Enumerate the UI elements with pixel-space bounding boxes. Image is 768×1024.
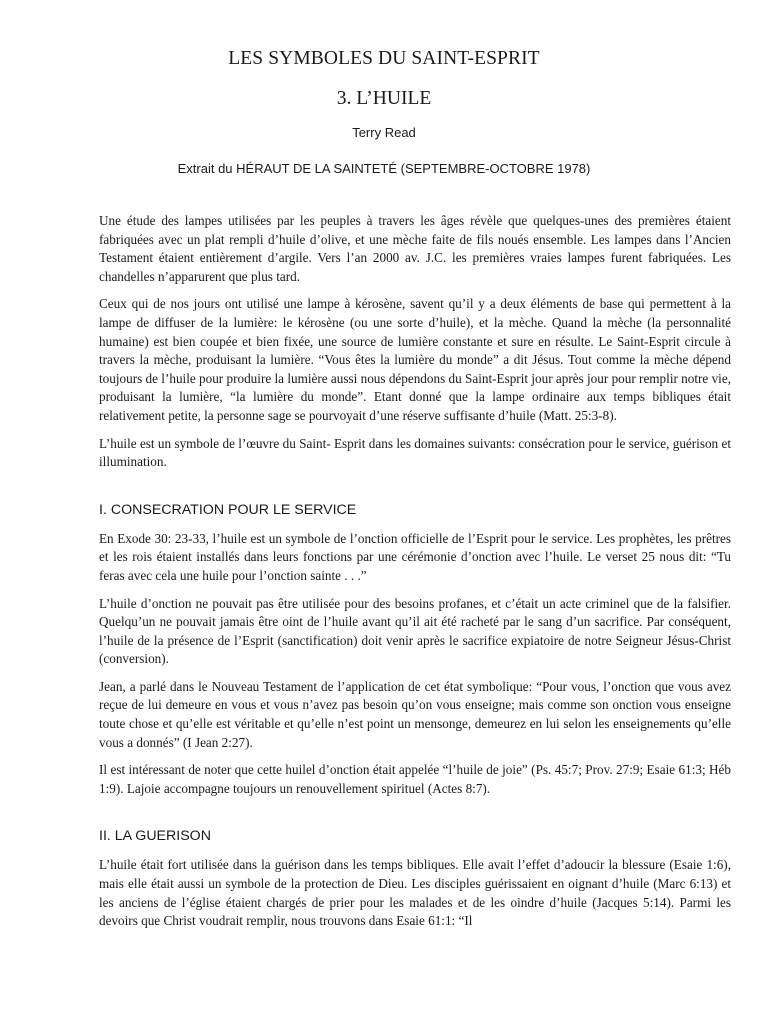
source-line: Extrait du HÉRAUT DE LA SAINTETÉ (SEPTEMBRE-OCTOBRE 1978) [177,161,591,176]
intro-paragraph-3: L’huile est un symbole de l’œuvre du Saint- Esprit dans les domaines suivants: consécration pour le service, guérison et illumination. [99,435,731,470]
section1-paragraph-1: En Exode 30: 23-33, l’huile est un symbole de l’onction officielle de l’Esprit pour le service. Les prophètes, les prêtres et les rois étaient installés dans leurs fonctions par une cérémonie d’onction avec l’huile. Le verset 25 nous dit: “Tu feras avec cela une huile pour l’onction sainte . . .” [99,530,731,583]
section1-paragraph-2: L’huile d’onction ne pouvait pas être utilisée pour des besoins profanes, et c’était un acte criminel que de la falsifier. Quelqu’un ne pouvait jamais être oint de l’huile avant qu’il ait été racheté par le sang d’un sacrifice. Par conséquent, l’huile de la présence de l’Esprit (sanctification) doit venir après le sacrifice expiatoire de notre Seigneur Jésus-Christ (conversion). [99,595,731,667]
section1-paragraph-4: Il est intéressant de noter que cette huilel d’onction était appelée “l’huile de joie” (Ps. 45:7; Prov. 27:9; Esaie 61:3; Héb 1:9). Lajoie accompagne toujours un renouvellement spirituel (Actes 8:7). [99,762,731,796]
document-title: LES SYMBOLES DU SAINT-ESPRIT [228,48,540,69]
intro-paragraph-2: Ceux qui de nos jours ont utilisé une lampe à kérosène, savent qu’il y a deux éléments de base qui permettent à la lampe de diffuser de la lumière: le kérosène (ou une sorte d’huile), et la mèche. Quand la mèche (la personnalité humaine) est bien coupée et bien fixée, une source de lumière constante et sure en résulte. Le Saint-Esprit circule à travers la mèche, produisant la lumière. “Vous êtes la lumière du monde” a dit Jésus. Tout comme la mèche dépend toujours de l’huile pour produire la lumière aussi nous dépendons du Saint-Esprit jour après jour pour remplir notre vie, produisant la lumière, “la lumière du monde”. Etant donné que la lampe ordinaire aux temps bibliques était relativement petite, la personne sage se pourvoyait d’une réserve suffisante d’huile (Matt. 25:3-8). [99,296,731,423]
section1-paragraph-3: Jean, a parlé dans le Nouveau Testament de l’application de cet état symbolique: “Pour vous, l’onction que vous avez reçue de lui demeure en vous et vous n’avez pas besoin qu’on vous enseigne; mais comme son onction vous enseigne toute chose et qu’elle est véritable et qu’elle n’est point un mensonge, demeurez en lui selon les enseignements qu’elle vous a donnés” (I Jean 2:27). [99,678,731,750]
section2-paragraph-1: L’huile était fort utilisée dans la guérison dans les temps bibliques. Elle avait l’effet d’adoucir la blessure (Esaie 1:6), mais elle était aussi un symbole de la protection de Dieu. Les disciples guérissaient en oignant d’huile (Marc 6:13) et les anciens de l’église étaient chargés de prier pour les malades et de les oindre d’huile (Jacques 5:14). Parmi les devoirs que Christ voudrait remplir, nous trouvons dans Esaie 61:1: “Il [99,857,731,929]
section-heading-consecration: I. CONSECRATION POUR LE SERVICE [99,501,357,518]
section-heading-guerison: II. LA GUERISON [99,828,211,845]
author-name: Terry Read [352,125,416,140]
document-subtitle: 3. L’HUILE [336,88,432,109]
document-body [99,212,731,940]
intro-paragraph-1: Une étude des lampes utilisées par les peuples à travers les âges révèle que quelques-unes des premières étaient fabriquées avec un plat rempli d’huile d’olive, et une mèche faite de fils noués ensemble. Les lampes dans l’Ancien Testament étaient entièrement d’argile. Vers l’an 2000 av. J.C. les premières vraies lampes furent fabriquées. Les chandelles n’apparurent que plus tard. [99,213,731,284]
